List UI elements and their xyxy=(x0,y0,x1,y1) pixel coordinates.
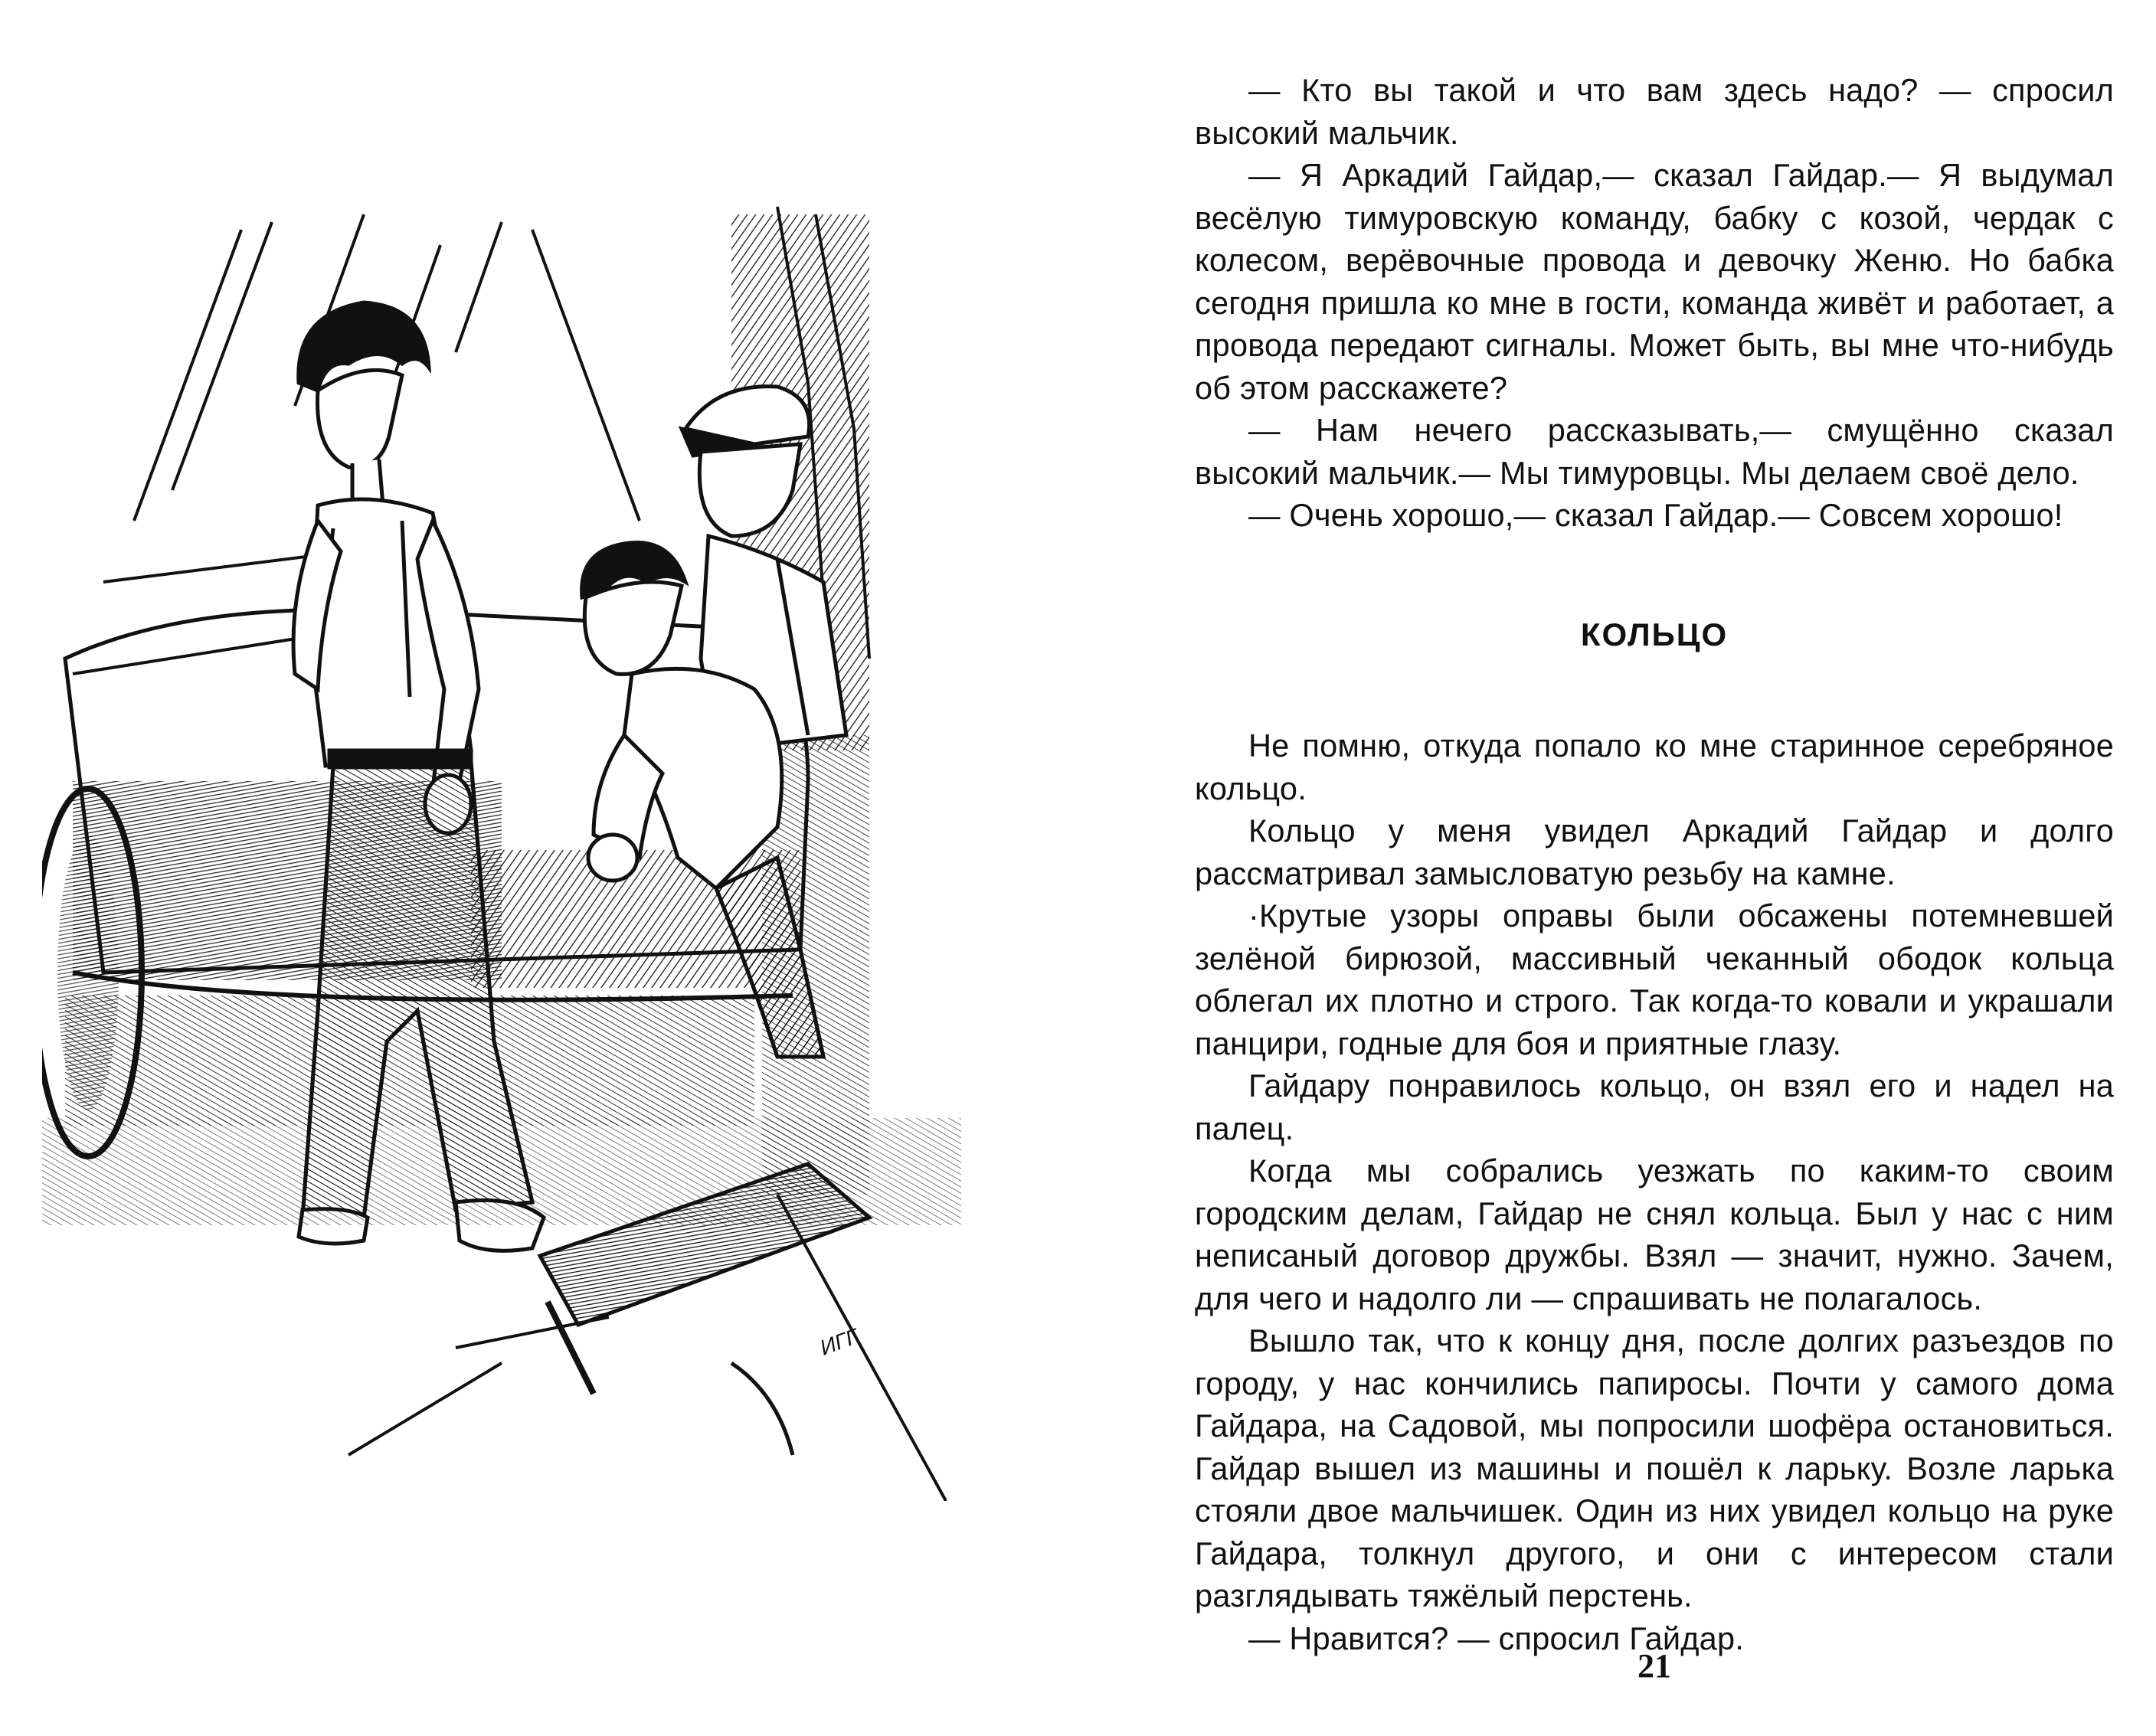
paragraph: Когда мы собрались уезжать по каким-то своим городским делам, Гайдар не снял кольца. Был у нас с ним неписаный договор дружбы. Взял — значит, нужно. Зачем, для чего и надолго ли — спрашивать не полагалось. xyxy=(1195,1152,2114,1316)
left-page xyxy=(0,0,1072,1736)
chapter-title: КОЛЬЦО xyxy=(1580,616,1729,652)
paragraph: Не помню, откуда попало ко мне старинное серебряное кольцо. xyxy=(1195,727,2114,806)
paragraph: — Кто вы такой и что вам здесь надо? — спросил высокий мальчик. xyxy=(1195,72,2114,151)
illustration-three-boys-by-car xyxy=(42,199,984,1501)
paragraph: — Я Аркадий Гайдар,— сказал Гайдар.— Я выдумал весёлую тимуровскую команду, бабку с козой, чердак с колесом, верёвочные провода и девочку Женю. Но бабка сегодня пришла ко мне в гости, команда живёт и работает, а провода передают сигналы. Может быть, вы мне что-нибудь об этом расскажете? xyxy=(1195,157,2114,406)
text-block xyxy=(1195,69,2114,1659)
right-page xyxy=(1195,69,2114,1715)
paragraph: — Нравится? — спросил Гайдар. xyxy=(1248,1620,1744,1656)
paragraph: Вышло так, что к концу дня, после долгих разъездов по городу, у нас кончились папиросы. Почти у самого дома Гайдара, на Садовой, мы попросили шофёра остановиться. Гайдар вышел из машины и пошёл к ларьку. Возле ларька стояли двое мальчишек. Один из них увидел кольцо на руке Гайдара, толкнул другого, и они с интересом стали разглядывать тяжёлый перстень. xyxy=(1195,1322,2114,1613)
ink-drawing xyxy=(42,199,984,1501)
paragraph: — Нам нечего рассказывать,— смущённо сказал высокий мальчик.— Мы тимуровцы. Мы делаем своё дело. xyxy=(1195,412,2114,491)
paragraph: Гайдару понравилось кольцо, он взял его и надел на палец. xyxy=(1195,1067,2114,1146)
artist-signature: ИГГ xyxy=(816,1324,862,1360)
page-number: 21 xyxy=(1637,1647,1671,1685)
foreground-curb xyxy=(42,1118,961,1501)
paragraph: — Очень хорошо,— сказал Гайдар.— Совсем хорошо! xyxy=(1248,497,2063,533)
paragraph: Кольцо у меня увидел Аркадий Гайдар и долго рассматривал замысловатую резьбу на камне. xyxy=(1195,812,2114,891)
paragraph: ·Крутые узоры оправы были обсажены потемневшей зелёной бирюзой, массивный чеканный ободок кольца облегал их плотно и строго. Так когда-то ковали и украшали панцири, годные для боя и приятные глазу. xyxy=(1195,897,2114,1061)
